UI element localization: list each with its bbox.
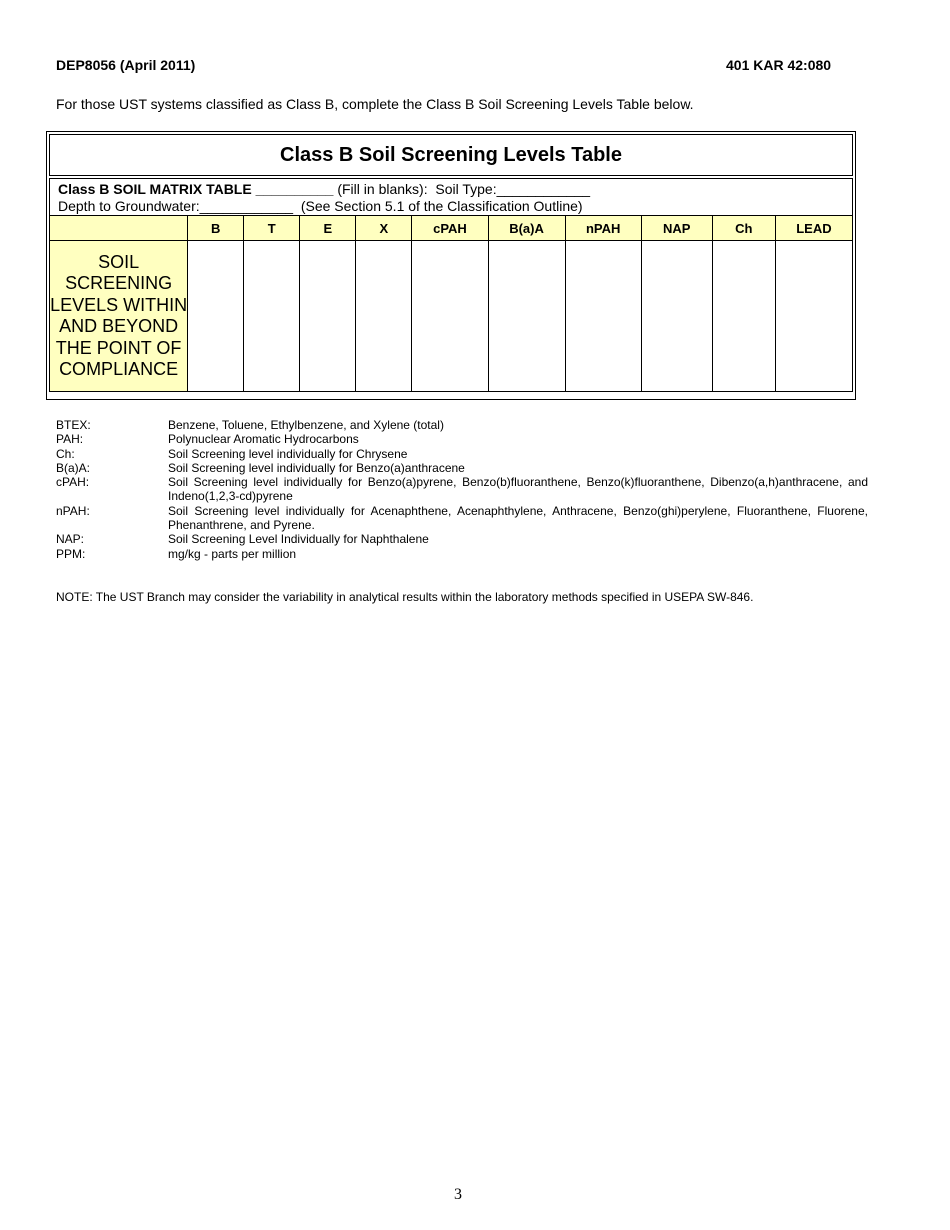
value-cell-ch[interactable] — [712, 241, 775, 392]
table-title: Class B Soil Screening Levels Table — [49, 134, 853, 176]
depth-text[interactable]: Depth to Groundwater:____________ (See Section 5.1 of the Classification Outline) — [58, 198, 583, 214]
col-header: nPAH — [565, 216, 641, 241]
def-term: Ch: — [56, 446, 75, 461]
levels-grid — [49, 215, 853, 392]
definition-item — [56, 504, 868, 533]
note-text: NOTE: The UST Branch may consider the variability in analytical results within the laboratory methods specified in USEPA SW-846. — [56, 590, 754, 604]
def-desc: Soil Screening Level Individually for Naphthalene — [168, 532, 429, 547]
value-cell-cpah[interactable] — [412, 241, 488, 392]
header-row — [50, 216, 853, 241]
def-desc: Polynuclear Aromatic Hydrocarbons — [168, 432, 359, 447]
col-header: B(a)A — [488, 216, 565, 241]
value-cell-npah[interactable] — [565, 241, 641, 392]
value-cell-nap[interactable] — [641, 241, 712, 392]
def-term: cPAH: — [56, 475, 90, 490]
definition-item — [56, 547, 868, 561]
def-term: PPM: — [56, 546, 86, 561]
def-term: NAP: — [56, 532, 85, 547]
matrix-info — [49, 178, 853, 215]
form-id: DEP8056 (April 2011) — [56, 57, 196, 73]
col-header: Ch — [712, 216, 775, 241]
fill-in-text[interactable]: (Fill in blanks): Soil Type:____________ — [337, 181, 591, 197]
def-desc: mg/kg - parts per million — [168, 546, 297, 561]
intro-text: For those UST systems classified as Class B, complete the Class B Soil Screening Levels Table below. — [56, 96, 694, 112]
col-header: X — [356, 216, 412, 241]
col-header: B — [188, 216, 244, 241]
definition-item — [56, 461, 868, 475]
def-desc: Benzene, Toluene, Ethylbenzene, and Xylene (total) — [168, 418, 444, 432]
definition-item — [56, 532, 868, 546]
def-desc: Soil Screening level individually for Benzo(a)pyrene, Benzo(b)fluoranthene, Benzo(k)fluoranthene, Dibenzo(a,h)anthracene, and Indeno(1,2,3-cd)pyrene — [168, 475, 868, 504]
value-cell-b[interactable] — [188, 241, 244, 392]
def-term: PAH: — [56, 432, 84, 447]
def-desc: Soil Screening level individually for Benzo(a)anthracene — [168, 460, 465, 475]
def-desc: Soil Screening level individually for Chrysene — [168, 446, 408, 461]
col-header: NAP — [641, 216, 712, 241]
def-term: BTEX: — [56, 418, 91, 432]
def-term: nPAH: — [56, 503, 90, 518]
value-cell-t[interactable] — [244, 241, 300, 392]
definition-item — [56, 418, 868, 432]
col-header: E — [300, 216, 356, 241]
value-cell-baa[interactable] — [488, 241, 565, 392]
value-cell-e[interactable] — [300, 241, 356, 392]
row-label: SOIL SCREENING LEVELS WITHIN AND BEYOND THE POINT OF COMPLIANCE — [50, 241, 188, 392]
def-term: B(a)A: — [56, 460, 91, 475]
screening-row — [50, 241, 853, 392]
definition-item — [56, 432, 868, 446]
screening-table-frame — [46, 131, 856, 400]
col-header: LEAD — [775, 216, 852, 241]
col-header: cPAH — [412, 216, 488, 241]
col-header: T — [244, 216, 300, 241]
def-desc: Soil Screening level individually for Acenaphthene, Acenaphthylene, Anthracene, Benzo(ghi)perylene, Fluoranthene, Fluorene, Phenanthrene, and Pyrene. — [168, 503, 868, 533]
corner-cell — [50, 216, 188, 241]
definition-item — [56, 447, 868, 461]
regulation-ref: 401 KAR 42:080 — [726, 57, 832, 73]
matrix-label: Class B SOIL MATRIX TABLE — [58, 181, 252, 197]
definition-item — [56, 475, 868, 504]
page-number: 3 — [454, 1186, 462, 1203]
matrix-blank[interactable]: __________ — [251, 181, 338, 197]
value-cell-x[interactable] — [356, 241, 412, 392]
definitions-list — [56, 418, 868, 561]
value-cell-lead[interactable] — [775, 241, 852, 392]
